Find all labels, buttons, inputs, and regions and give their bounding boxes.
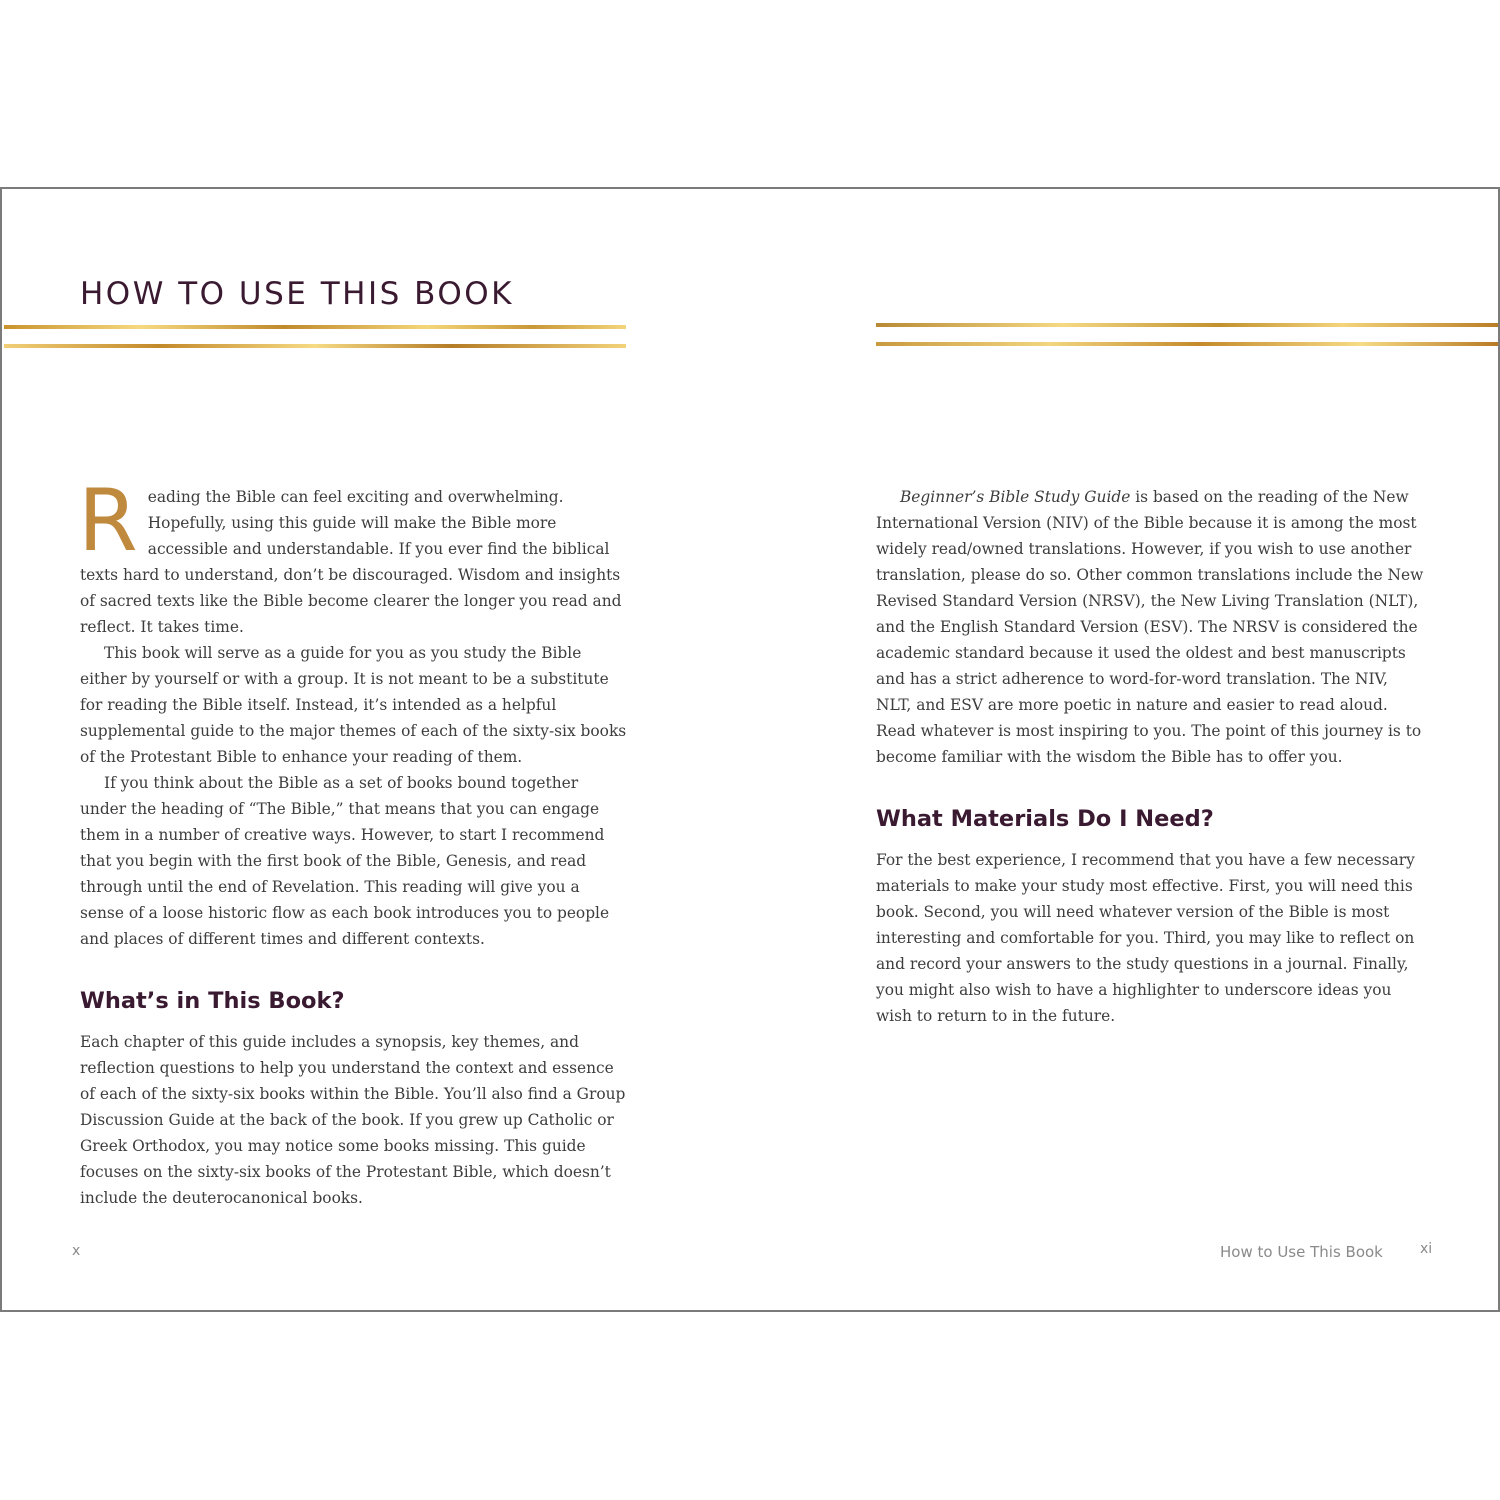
gold-rule-right-bottom — [876, 342, 1498, 346]
running-head: How to Use This Book — [1220, 1243, 1383, 1261]
reading-order-paragraph: If you think about the Bible as a set of books bound together under the heading of “The Bible,” that means that you can engage them in a number of creative ways. However, to start I recommend that you begin with the first book of the Bible, Genesis, and read through until the end of Revelation. This reading will give you a sense of a loose historic flow as each book introduces you to people and places of different times and different contexts. — [80, 774, 610, 948]
section-heading-materials: What Materials Do I Need? — [876, 806, 1214, 832]
book-title-italic: Beginner’s Bible Study Guide — [900, 488, 1131, 506]
gold-rule-right-top — [876, 323, 1498, 327]
gold-rule-left-bottom — [4, 344, 626, 348]
section-heading-whats-in-book: What’s in This Book? — [80, 988, 345, 1014]
book-spread — [0, 187, 1500, 1312]
whats-in-book-paragraph: Each chapter of this guide includes a synopsis, key themes, and reflection questions to help you understand the context and essence of each of the sixty-six books within the Bible. You’ll also find a Group Discussion Guide at the back of the book. If you grew up Catholic or Greek Orthodox, you may notice some books missing. This guide focuses on the sixty-six books of the Protestant Bible, which doesn’t include the deuterocanonical books. — [80, 1033, 626, 1207]
page-number-right: xi — [1420, 1241, 1433, 1257]
drop-cap: R — [78, 471, 138, 571]
page-number-left: x — [72, 1243, 81, 1259]
chapter-title: HOW TO USE THIS BOOK — [80, 276, 514, 312]
right-page-text — [876, 484, 1424, 1029]
intro-paragraph-text: eading the Bible can feel exciting and overwhelming. Hopefully, using this guide will make the Bible more accessible and understandable. If you ever find the biblical texts hard to understand, don’t be discouraged. Wisdom and insights of sacred texts like the Bible become clearer the longer you read and reflect. It takes time. — [80, 488, 622, 636]
materials-paragraph: For the best experience, I recommend that you have a few necessary materials to make your study most effective. First, you will need this book. Second, you will need whatever version of the Bible is most interesting and comfortable for you. Third, you may like to reflect on and record your answers to the study questions in a journal. Finally, you might also wish to have a highlighter to underscore ideas you wish to return to in the future. — [876, 851, 1415, 1025]
intro-paragraph — [78, 471, 628, 640]
left-page-text — [78, 471, 628, 1211]
translation-paragraph-text: is based on the reading of the New International Version (NIV) of the Bible because it is among the most widely read/owned translations. However, if you wish to use another translation, please do so. Other common translations include the New Revised Standard Version (NRSV), the New Living Translation (NLT), and the English Standard Version (ESV). The NRSV is considered the academic standard because it used the oldest and best manuscripts and has a strict adherence to word-for-word translation. The NIV, NLT, and ESV are more poetic in nature and easier to read aloud. Read whatever is most inspiring to you. The point of this journey is to become familiar with the wisdom the Bible has to offer you. — [876, 488, 1424, 766]
guide-paragraph: This book will serve as a guide for you as you study the Bible either by yourself or with a group. It is not meant to be a substitute for reading the Bible itself. Instead, it’s intended as a helpful supplemental guide to the major themes of each of the sixty-six books of the Protestant Bible to enhance your reading of them. — [80, 644, 627, 766]
translation-paragraph — [876, 484, 1424, 770]
gold-rule-left-top — [4, 325, 626, 329]
